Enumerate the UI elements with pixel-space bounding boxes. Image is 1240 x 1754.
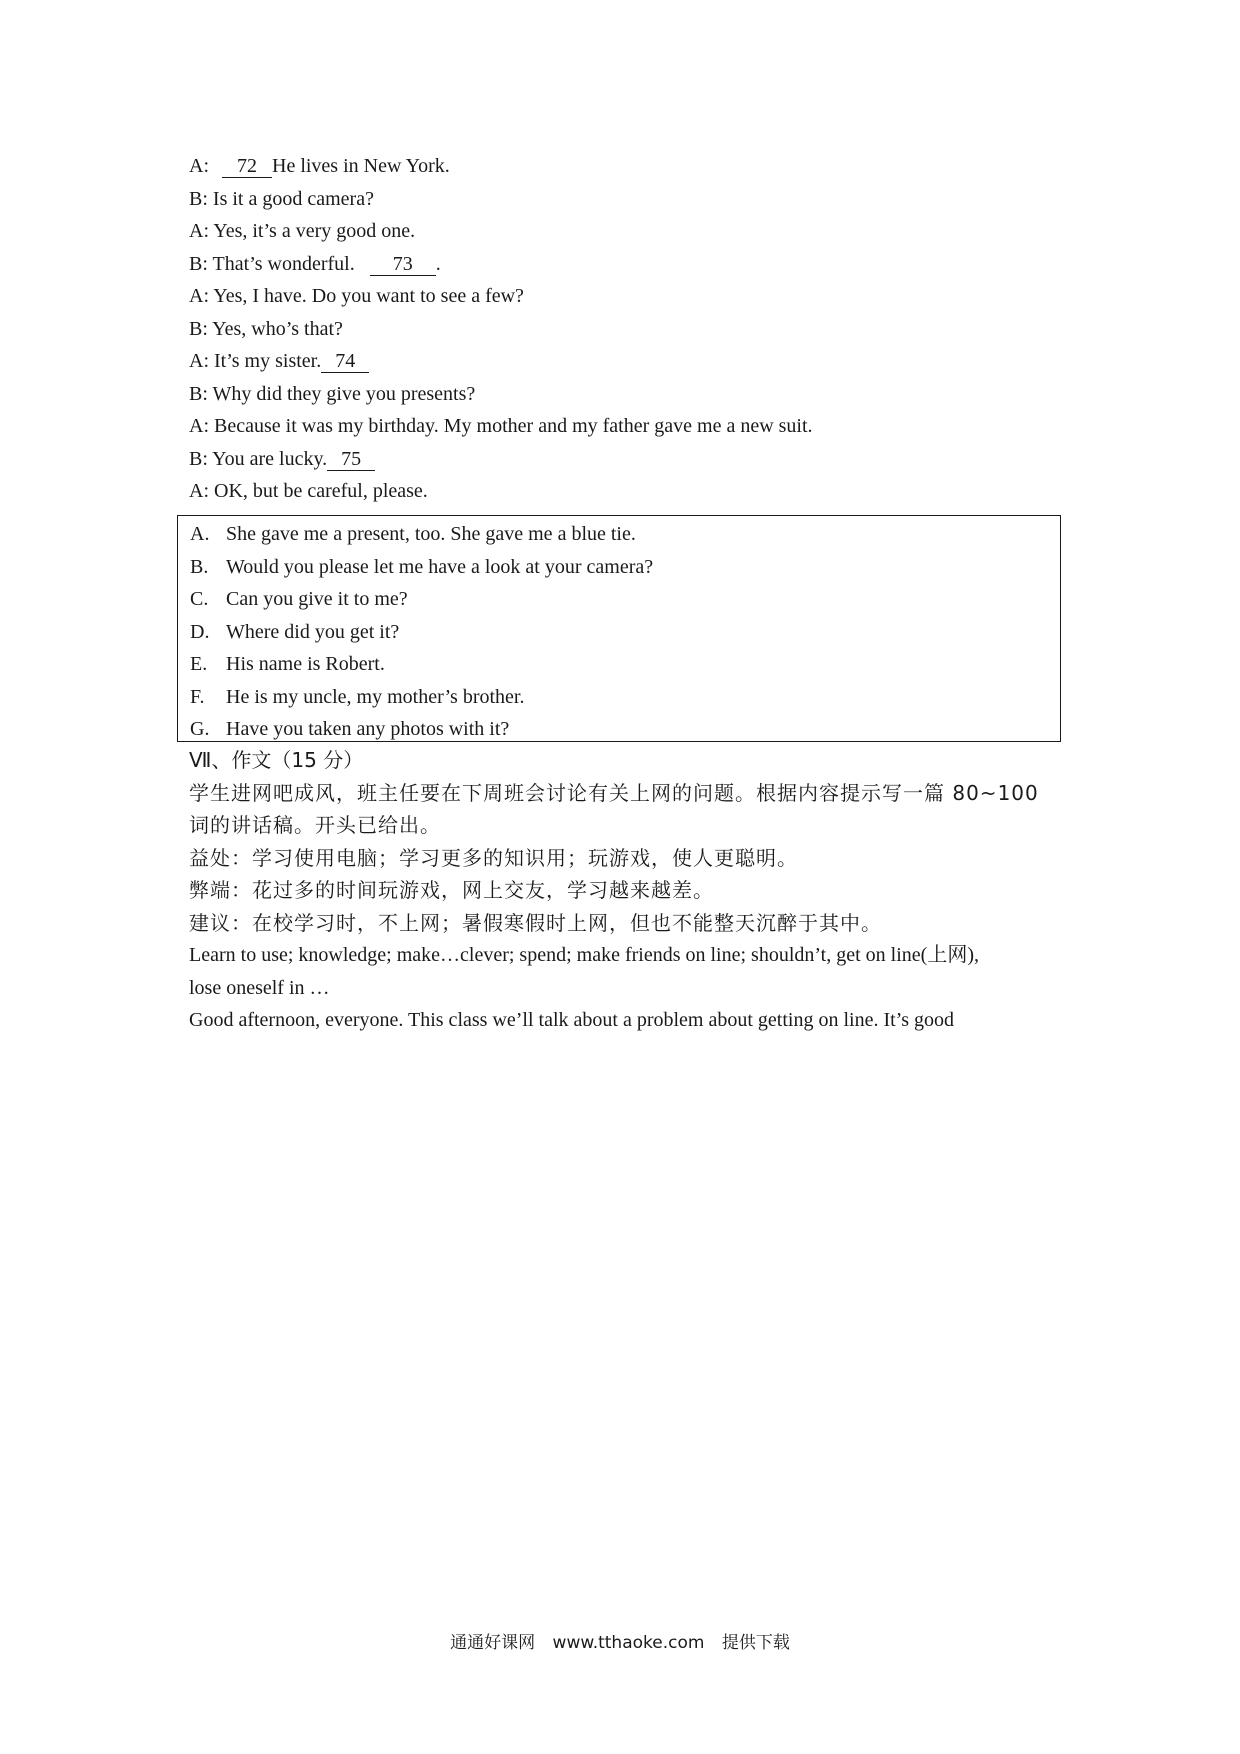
option-letter: D.	[190, 620, 210, 643]
dialogue-line	[189, 280, 1059, 313]
option-text: His name is Robert.	[226, 653, 385, 675]
dialogue-line	[189, 345, 1059, 378]
dialogue-text: That’s wonderful.	[212, 252, 355, 275]
option-item	[178, 583, 1060, 616]
footer-site-name: 通通好课网	[450, 1633, 536, 1653]
answer-blank: 75	[327, 448, 375, 471]
speaker-label: B:	[189, 187, 208, 210]
speaker-label: A:	[189, 480, 209, 502]
answer-blank: 74	[321, 350, 369, 373]
option-item	[178, 713, 1060, 746]
options-box	[177, 515, 1061, 742]
speaker-label: B:	[189, 317, 208, 340]
option-text: Where did you get it?	[226, 620, 400, 643]
dialogue-text: Because it was my birthday. My mother and my father gave me a new suit.	[214, 415, 813, 437]
option-text: Would you please let me have a look at your camera?	[226, 555, 654, 578]
dialogue-line	[189, 150, 1059, 183]
dialogue-line	[189, 313, 1059, 346]
dialogue-text: Yes, I have. Do you want to see a few?	[213, 285, 524, 307]
option-letter: G.	[190, 718, 210, 740]
dialogue-text: You are lucky.	[212, 447, 328, 470]
dialogue-text: Why did they give you presents?	[212, 382, 476, 405]
speaker-label: B:	[189, 447, 208, 470]
option-text: Have you taken any photos with it?	[226, 718, 510, 740]
dialogue-line	[189, 183, 1059, 216]
section-heading: Ⅶ、作文（15 分）	[189, 748, 364, 772]
dialogue-text: .	[435, 252, 441, 275]
speaker-label: A:	[189, 285, 209, 307]
page-footer	[0, 1628, 1240, 1653]
option-text: He is my uncle, my mother’s brother.	[226, 685, 525, 708]
option-letter: F.	[190, 685, 205, 708]
footer-url[interactable]: www.tthaoke.com	[552, 1633, 705, 1653]
keyword-hints: Learn to use; knowledge; make…clever; spend; make friends on line; shouldn’t, get on line(上网),	[189, 944, 979, 966]
essay-opening: Good afternoon, everyone. This class we’ll talk about a problem about getting on line. It’s good	[189, 1009, 955, 1031]
answer-blank: 72	[222, 155, 272, 178]
dialogue-text: Is it a good camera?	[212, 187, 374, 210]
keyword-hints-continued: lose oneself in …	[189, 976, 330, 999]
suggestions-hint: 建议：在校学习时，不上网；暑假寒假时上网，但也不能整天沉醉于其中。	[189, 910, 882, 935]
dialogue-text: It’s my sister.	[214, 350, 322, 372]
dialogue-section	[189, 150, 1059, 508]
drawbacks-hint: 弊端：花过多的时间玩游戏，网上交友，学习越来越差。	[189, 878, 714, 902]
option-item	[178, 616, 1060, 649]
dialogue-line	[189, 443, 1059, 476]
answer-blank: 73	[370, 253, 436, 276]
speaker-label: A:	[189, 220, 209, 242]
option-letter: C.	[190, 588, 209, 610]
speaker-label: A:	[189, 415, 209, 437]
footer-note: 提供下载	[721, 1633, 790, 1653]
dialogue-line	[189, 248, 1059, 281]
option-item	[178, 681, 1060, 714]
option-letter: B.	[190, 555, 209, 578]
option-letter: A.	[190, 523, 210, 545]
essay-section	[189, 744, 1061, 1037]
dialogue-line	[189, 378, 1059, 411]
dialogue-line	[189, 410, 1059, 443]
benefits-hint: 益处：学习使用电脑；学习更多的知识用；玩游戏，使人更聪明。	[189, 845, 798, 870]
option-text: She gave me a present, too. She gave me a blue tie.	[226, 523, 636, 545]
dialogue-text: He lives in New York.	[272, 155, 450, 177]
dialogue-line	[189, 475, 1059, 508]
speaker-label: A:	[189, 350, 209, 372]
dialogue-line	[189, 215, 1059, 248]
speaker-label: B:	[189, 252, 208, 275]
speaker-label: B:	[189, 382, 208, 405]
essay-prompt-continued: 词的讲话稿。开头已给出。	[189, 813, 441, 837]
speaker-label: A:	[189, 155, 209, 177]
essay-prompt: 学生进网吧成风，班主任要在下周班会讨论有关上网的问题。根据内容提示写一篇 80~100	[189, 780, 1039, 805]
dialogue-text: OK, but be careful, please.	[214, 480, 428, 502]
dialogue-text: Yes, it’s a very good one.	[213, 220, 416, 242]
option-item	[178, 518, 1060, 551]
option-item	[178, 551, 1060, 584]
option-item	[178, 648, 1060, 681]
option-text: Can you give it to me?	[226, 588, 408, 610]
dialogue-text: Yes, who’s that?	[212, 317, 343, 340]
option-letter: E.	[190, 653, 208, 675]
